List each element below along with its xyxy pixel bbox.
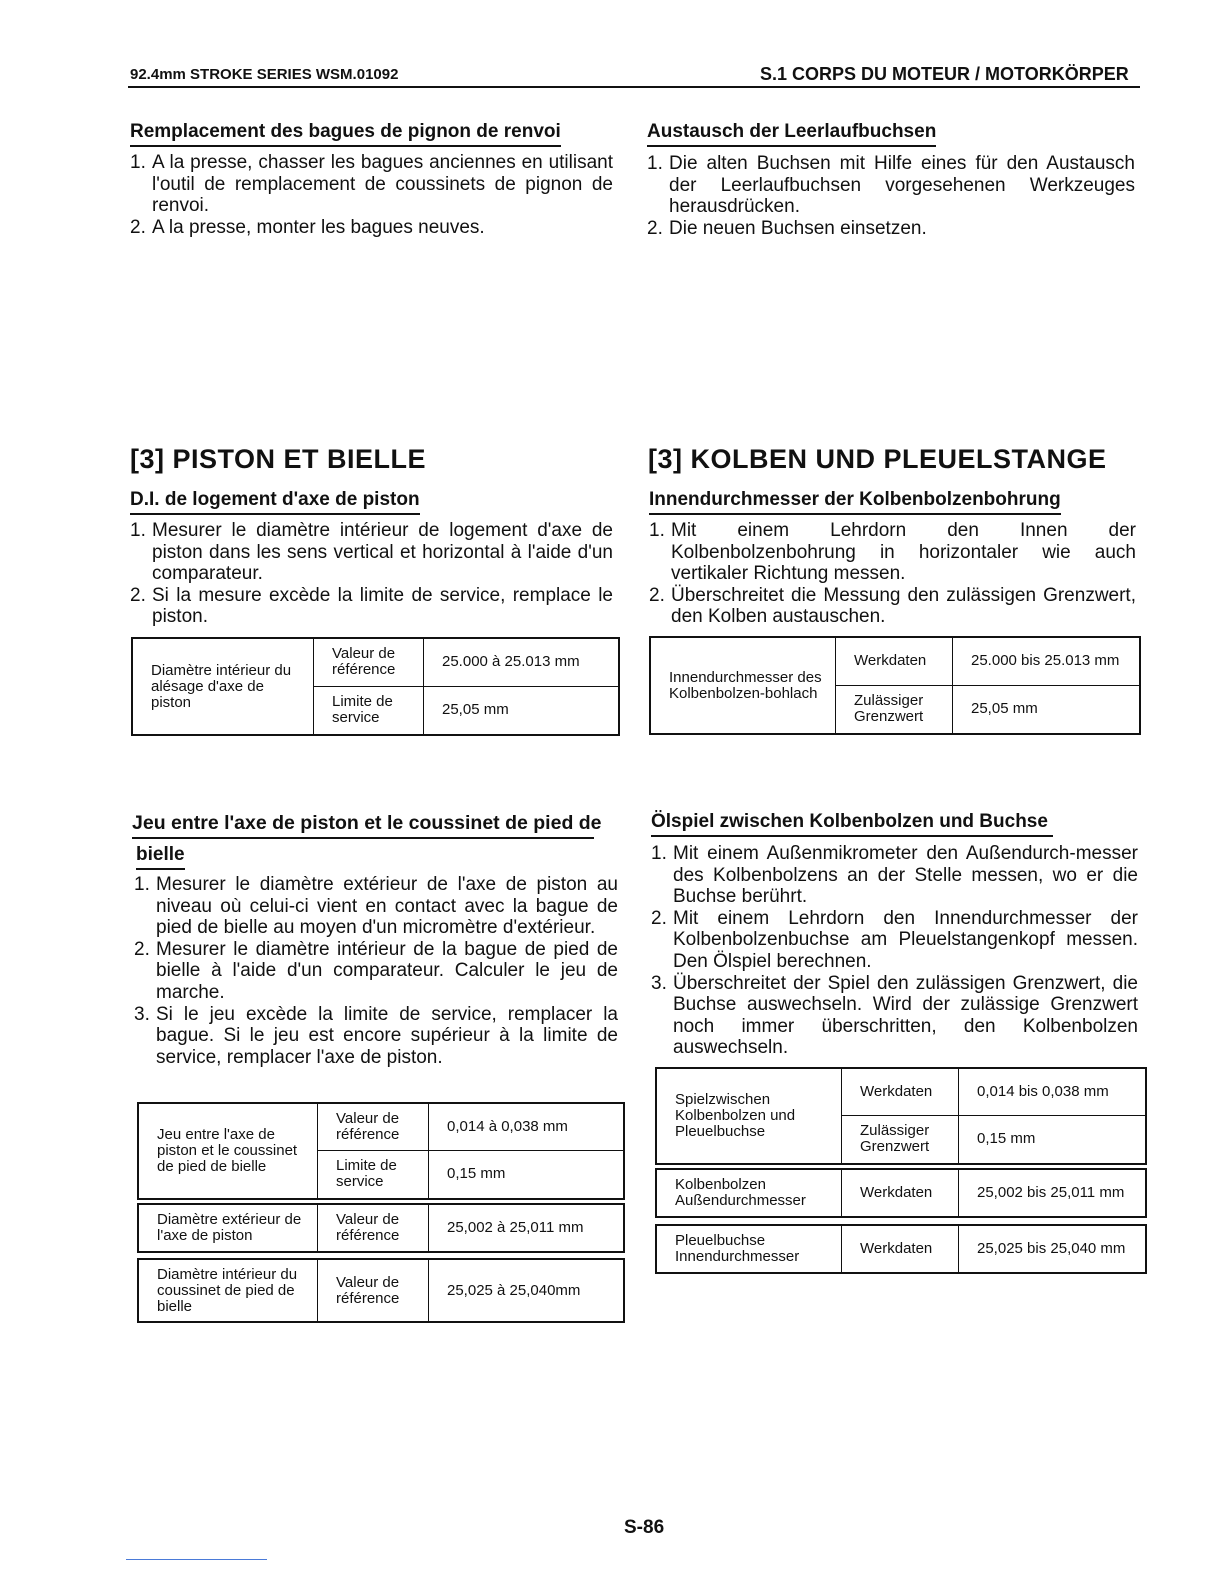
de-idle-bushing-steps xyxy=(647,153,1135,239)
limit-value: 25,05 mm xyxy=(424,686,620,735)
de-clearance-table-2 xyxy=(655,1168,1147,1218)
spec-label: Diamètre extérieur de l'axe de piston xyxy=(138,1204,318,1252)
de-clearance-title: Ölspiel zwischen Kolbenbolzen und Buchse xyxy=(651,811,1053,837)
spec-label: Kolbenbolzen Außendurchmesser xyxy=(656,1169,842,1217)
spec-label: Diamètre intérieur du alésage d'axe de piston xyxy=(132,638,314,735)
list-item: 1. Die alten Buchsen mit Hilfe eines für den Austausch der Leerlaufbuchsen vorgesehenen Werkzeuges herausdrücken. xyxy=(647,153,1135,218)
fr-clearance-table-1 xyxy=(137,1102,625,1200)
ref-label: Valeur de référence xyxy=(318,1259,429,1322)
ref-value: 25.000 à 25.013 mm xyxy=(424,638,620,686)
ref-label: Werkdaten xyxy=(842,1225,959,1273)
ref-label: Valeur de référence xyxy=(318,1204,429,1252)
limit-value: 25,05 mm xyxy=(953,685,1141,734)
spec-label: Jeu entre l'axe de piston et le coussinet de pied de bielle xyxy=(138,1103,318,1199)
limit-label: Limite de service xyxy=(314,686,424,735)
de-pin-bore-table xyxy=(649,636,1141,735)
header-left: 92.4mm STROKE SERIES WSM.01092 xyxy=(130,66,399,83)
header-right: S.1 CORPS DU MOTEUR / MOTORKÖRPER xyxy=(760,64,1129,84)
list-item: 2. Mit einem Lehrdorn den Innendurchmesser der Kolbenbolzenbuchse am Pleuelstangenkopf messen. Den Ölspiel berechnen. xyxy=(651,907,1138,972)
fr-idle-bushing-steps xyxy=(130,152,613,238)
fr-clearance-title-line1: Jeu entre l'axe de piston et le coussinet de pied de xyxy=(132,812,594,839)
ref-value: 25,002 à 25,011 mm xyxy=(429,1204,625,1252)
de-clearance-steps xyxy=(651,843,1138,1059)
limit-label: Zulässiger Grenzwert xyxy=(842,1115,959,1164)
list-item: 3. Überschreitet der Spiel den zulässigen Grenzwert, die Buchse auswechseln. Wird der zulässige Grenzwert noch immer überschritten, den Kolbenbolzen auswechseln. xyxy=(651,972,1138,1059)
ref-value: 0,014 à 0,038 mm xyxy=(429,1103,625,1150)
footer-line xyxy=(126,1559,267,1560)
fr-section-title: [3] PISTON ET BIELLE xyxy=(130,444,427,474)
list-item: 2. Die neuen Buchsen einsetzen. xyxy=(647,217,927,239)
fr-idle-bushing-title: Remplacement des bagues de pignon de renvoi xyxy=(130,121,561,147)
list-item: 3. Si le jeu excède la limite de service, remplacer la bague. Si le jeu est encore supérieur à la limite de service, remplacer l'axe de piston. xyxy=(134,1003,618,1068)
fr-pin-bore-title: D.I. de logement d'axe de piston xyxy=(130,489,420,515)
ref-value: 0,014 bis 0,038 mm xyxy=(959,1068,1147,1115)
fr-clearance-table-3 xyxy=(137,1258,625,1323)
limit-label: Zulässiger Grenzwert xyxy=(836,685,953,734)
de-clearance-table-1 xyxy=(655,1067,1147,1165)
ref-label: Werkdaten xyxy=(842,1068,959,1115)
spec-label: Innendurchmesser des Kolbenbolzen-bohlach xyxy=(650,637,836,734)
header-rule xyxy=(128,86,1140,88)
fr-clearance-title-line2: bielle xyxy=(136,844,185,870)
list-item: 1. Mit einem Außenmikrometer den Außendurch-messer des Kolbenbolzens an der Stelle messen, wo er die Buchse berührt. xyxy=(651,843,1138,908)
ref-value: 25.000 bis 25.013 mm xyxy=(953,637,1141,685)
ref-label: Werkdaten xyxy=(836,637,953,685)
ref-value: 25,002 bis 25,011 mm xyxy=(959,1169,1147,1217)
list-item: 2. Überschreitet die Messung den zulässigen Grenzwert, den Kolben austauschen. xyxy=(649,584,1136,628)
de-section-title: [3] KOLBEN UND PLEUELSTANGE xyxy=(648,444,1107,474)
fr-pin-bore-table xyxy=(131,637,620,736)
ref-label: Werkdaten xyxy=(842,1169,959,1217)
fr-clearance-steps xyxy=(134,874,618,1068)
fr-clearance-table-2 xyxy=(137,1203,625,1253)
ref-label: Valeur de référence xyxy=(318,1103,429,1150)
ref-value: 25,025 à 25,040mm xyxy=(429,1259,625,1322)
spec-label: Diamètre intérieur du coussinet de pied de bielle xyxy=(138,1259,318,1322)
list-item: 1. Mit einem Lehrdorn den Innen der Kolbenbolzenbohrung in horizontaler wie auch vertikaler Richtung messen. xyxy=(649,520,1136,585)
ref-value: 25,025 bis 25,040 mm xyxy=(959,1225,1147,1273)
page-number: S-86 xyxy=(624,1517,665,1538)
de-pin-bore-title: Innendurchmesser der Kolbenbolzenbohrung xyxy=(649,489,1061,515)
list-item: 2. Mesurer le diamètre intérieur de la bague de pied de bielle à l'aide d'un comparateur. Calculer le jeu de marche. xyxy=(134,938,618,1003)
spec-label: Pleuelbuchse Innendurchmesser xyxy=(656,1225,842,1273)
list-item: 1. Mesurer le diamètre extérieur de l'axe de piston au niveau où celui-ci vient en contact avec la bague de pied de bielle au moyen d'un micromètre d'extérieur. xyxy=(134,874,618,939)
list-item: 2. A la presse, monter les bagues neuves. xyxy=(130,216,485,238)
de-pin-bore-steps xyxy=(649,520,1136,628)
list-item: 1. Mesurer le diamètre intérieur de logement d'axe de piston dans les sens vertical et horizontal à l'aide d'un comparateur. xyxy=(130,520,613,585)
list-item: 1. A la presse, chasser les bagues anciennes en utilisant l'outil de remplacement de coussinets de pignon de renvoi. xyxy=(130,152,613,217)
limit-value: 0,15 mm xyxy=(429,1150,625,1199)
ref-label: Valeur de référence xyxy=(314,638,424,686)
spec-label: Spielzwischen Kolbenbolzen und Pleuelbuchse xyxy=(656,1068,842,1164)
de-idle-bushing-title: Austausch der Leerlaufbuchsen xyxy=(647,121,936,147)
limit-value: 0,15 mm xyxy=(959,1115,1147,1164)
limit-label: Limite de service xyxy=(318,1150,429,1199)
fr-pin-bore-steps xyxy=(130,520,613,628)
de-clearance-table-3 xyxy=(655,1224,1147,1274)
list-item: 2. Si la mesure excède la limite de service, remplace le piston. xyxy=(130,584,613,628)
